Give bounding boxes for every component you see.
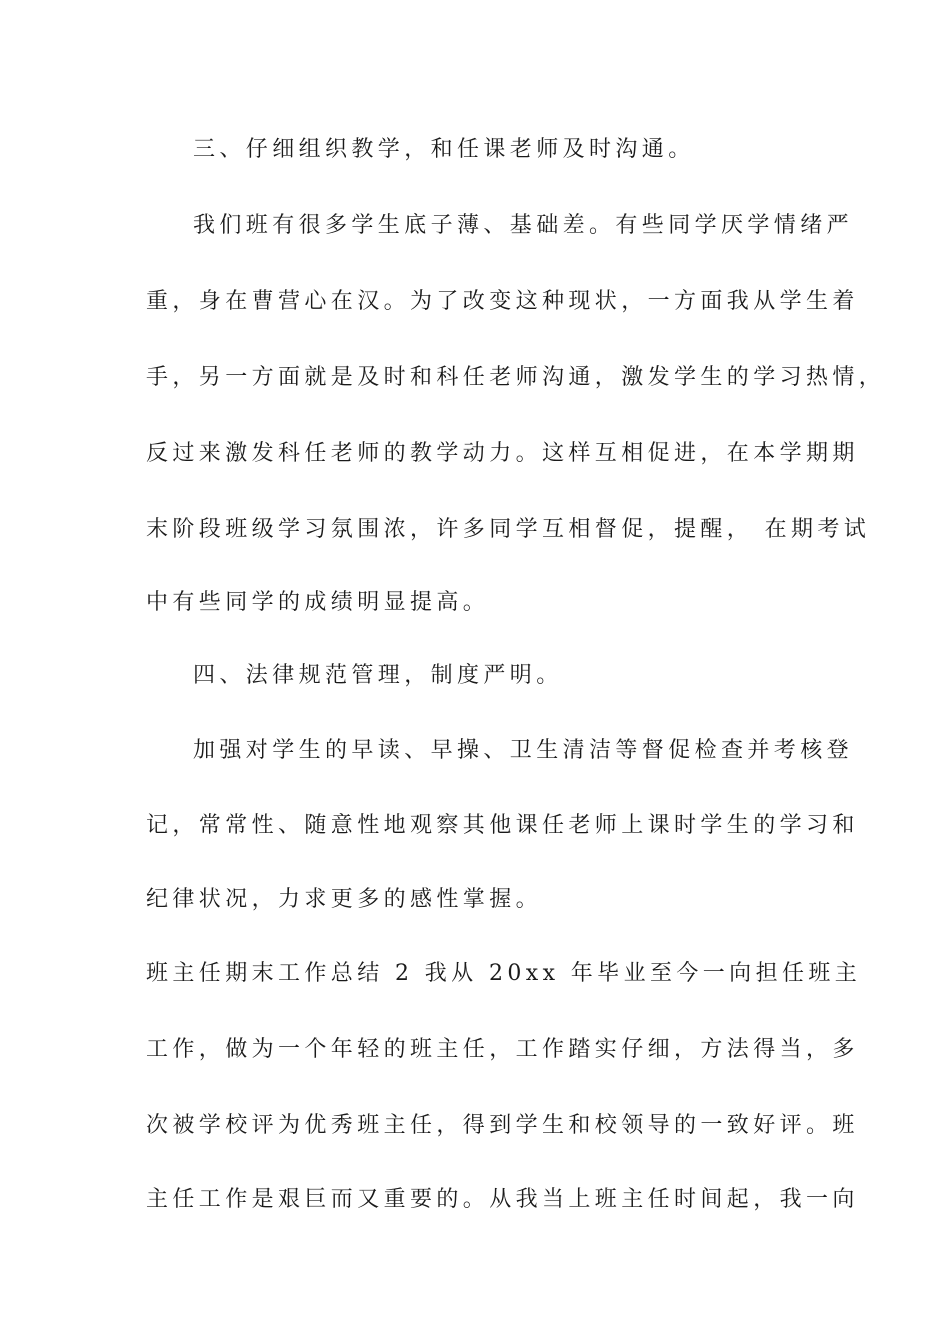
paragraph-line: 我们班有很多学生底子薄、基础差。有些同学厌学情绪严 <box>193 213 854 238</box>
section-heading-4: 四、法律规范管理，制度严明。 <box>193 663 563 688</box>
paragraph-line: 记，常常性、随意性地观察其他课任老师上课时学生的学习和 <box>146 813 859 838</box>
paragraph-line: 主任工作是艰巨而又重要的。从我当上班主任时间起，我一向 <box>146 1187 859 1212</box>
summary-title-line: 班主任期末工作总结 2 我从 20xx 年毕业至今一向担任班主 <box>146 961 862 986</box>
section-heading-3: 三、仔细组织教学，和任课老师及时沟通。 <box>193 137 695 162</box>
paragraph-line: 加强对学生的早读、早操、卫生清洁等督促检查并考核登 <box>193 738 854 763</box>
paragraph-line: 中有些同学的成绩明显提高。 <box>146 590 490 615</box>
paragraph-line: 次被学校评为优秀班主任，得到学生和校领导的一致好评。班 <box>146 1113 859 1138</box>
paragraph-line: 末阶段班级学习氛围浓，许多同学互相督促，提醒， 在期考试 <box>146 517 871 542</box>
paragraph-line: 反过来激发科任老师的教学动力。这样互相促进，在本学期期 <box>146 441 859 466</box>
paragraph-line: 重，身在曹营心在汉。为了改变这种现状，一方面我从学生着 <box>146 289 859 314</box>
paragraph-line: 纪律状况，力求更多的感性掌握。 <box>146 887 543 912</box>
paragraph-line: 手，另一方面就是及时和科任老师沟通，激发学生的学习热情， <box>146 365 886 390</box>
paragraph-line: 工作，做为一个年轻的班主任，工作踏实仔细，方法得当，多 <box>146 1037 859 1062</box>
